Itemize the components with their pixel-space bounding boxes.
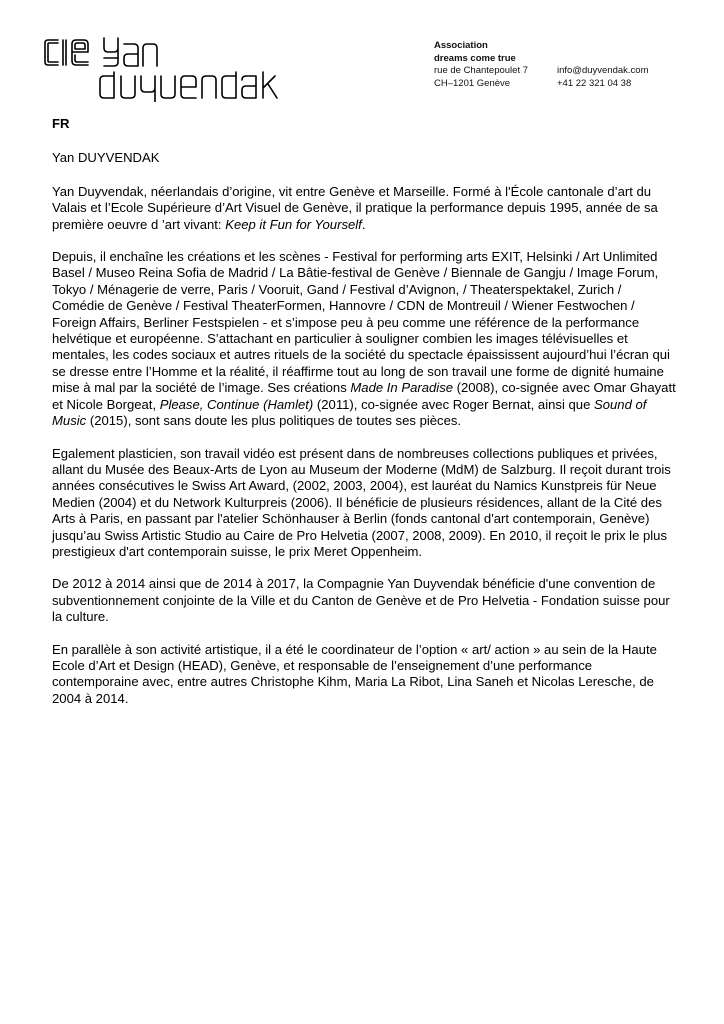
bio-paragraph-4: De 2012 à 2014 ainsi que de 2014 à 2017, la Compagnie Yan Duyvendak bénéficie d'une convention de subventionnement conjointe de la Ville et du Canton de Genève et de Pro Helvetia - Fondation suisse pour la culture. (52, 576, 670, 625)
bio-paragraph-3: Egalement plasticien, son travail vidéo est présent dans de nombreuses collections publiques et privées, allant du Musée des Beaux-Arts de Lyon au Museum der Moderne (MdM) de Salzburg. Il reçoit durant trois années consécutives le Swiss Art Award, (2002, 2003, 2004), est lauréat du Namics Kunstpreis für Neue Medien (2004) et du Network Kulturpreis (2006). Il bénéficie de plusieurs résidences, allant de la Cité des Arts à Paris, en passant par l'atelier Schönhauser à Berlin (fonds cantonal d'art contemporain, Genève) jusqu’au Swiss Artistic Studio au Caire de Pro Helvetia (2007, 2008, 2009). En 2010, il reçoit le prix le plus prestigieux d'art contemporain suisse, le prix Meret Oppenheim. (52, 445, 671, 559)
org-tagline: dreams come true (434, 52, 516, 64)
address-street: rue de Chantepoulet 7 (434, 65, 529, 76)
org-name: Association (434, 40, 488, 51)
logo-duyvendak-mark (100, 72, 277, 102)
text-run: Depuis, il enchaîne les créations et les scènes - Festival for performing arts EXIT, Helsinki / Art Unlimited Basel / Museo Reina Sofia de Madrid / La Bâtie-festival de Genève / Biennale de Gangju / Image Forum, Tokyo / Ménagerie de verre, Paris / Vooruit, Gand / Festival d’Avignon, / Theaterspektakel, Zurich / Comédie de Genève / Festival TheaterFormen, Hannovre / CDN de Montreuil / Wiener Festwochen / Foreign Affairs, Berliner Festspielen - et s’impose peu à peu comme une référence de la performance helvétique et européenne. S’attachant en particulier à souligner combien les images télévisuelles et mentales, les codes sociaux et autres rituels de la société du spectacle épaississent aujourd’hui l’écran qui se dresse entre l’Homme et la réalité, il réaffirme tout au long de son travail une forme de dignité humaine mise à mal par la société de l’image. Ses créations (52, 249, 670, 396)
work-title: Keep it Fun for Yourself (225, 216, 362, 232)
text-run: (2011), co-signée avec Roger Bernat, ainsi que (313, 396, 594, 412)
text-run: Yan Duyvendak, néerlandais d’origine, vit entre Genève et Marseille. Formé à l'École cantonale d’art du Valais et l’Ecole Supérieure d’Art Visuel de Genève, il pratique la performance depuis 1995, année de sa première oeuvre d ’art vivant: (52, 183, 658, 232)
phone-number: +41 22 321 04 38 (557, 77, 632, 89)
bio-paragraph-2 (52, 249, 676, 429)
address-city: CH‒1201 Genève (434, 77, 511, 89)
language-label: FR (52, 116, 70, 131)
logo-yan-mark (104, 38, 157, 66)
work-title: Please, Continue (Hamlet) (159, 396, 314, 412)
artist-name: Yan DUYVENDAK (52, 150, 160, 166)
text-run: (2008), co-signée avec Omar Ghayatt et Nicole Borgeat, (52, 380, 676, 412)
text-run: . (361, 216, 366, 232)
text-run: (2015), sont sans doute les plus politiques de toutes ses pièces. (86, 413, 462, 429)
work-title: Made In Paradise (350, 380, 454, 396)
biography (52, 116, 676, 723)
bio-paragraph-5: En parallèle à son activité artistique, il a été le coordinateur de l’option « art/ action » au sein de la Haute Ecole d’Art et Design (HEAD), Genève, et responsable de l’enseignement d’une performance contemporaine avec, entre autres Christophe Kihm, Maria La Ribot, Lina Saneh et Nicolas Leresche, de 2004 à 2014. (52, 641, 657, 706)
bio-paragraph-1 (52, 184, 676, 233)
work-title: Sound of Music (52, 396, 647, 429)
contact-block (434, 40, 649, 90)
logo-cie-mark (45, 40, 88, 65)
email-link[interactable]: info@duyvendak.com (557, 65, 649, 76)
company-logo (44, 36, 334, 102)
